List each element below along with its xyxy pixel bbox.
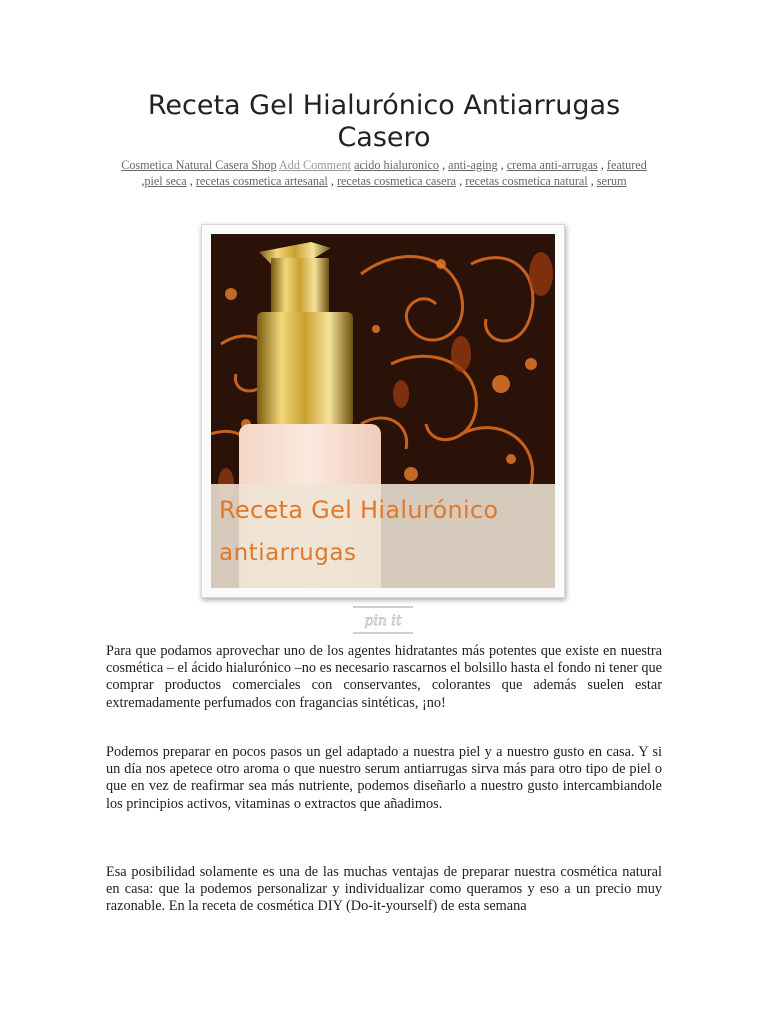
add-comment-link[interactable]: Add Comment bbox=[278, 158, 352, 172]
tag-link[interactable]: recetas cosmetica artesanal bbox=[195, 173, 328, 188]
pin-it-label: pin it bbox=[364, 613, 402, 629]
tag-link[interactable]: serum bbox=[596, 173, 627, 188]
tag-link[interactable]: anti-aging bbox=[448, 158, 498, 172]
photo-illustration bbox=[211, 234, 555, 588]
article-title: Receta Gel Hialurónico Antiarrugas Casero bbox=[147, 90, 621, 153]
tag-link[interactable]: recetas cosmetica natural bbox=[465, 173, 588, 188]
article-paragraph: Para que podamos aprovechar uno de los agentes hidratantes más potentes que existe en nuestra cosmética – el ácido hialurónico –no es necesario rascarnos el bolsillo hasta el fondo ni tener que comprar productos comerciales con conservantes, colorantes que además suelen estar extremadamente perfumados con fragancias sintéticas, ¡no! bbox=[106, 643, 662, 711]
article-meta: Cosmetica Natural Casera Shop Add Comment acido hialuronico , anti-aging , crema anti-arrugas , featured ,piel seca , recetas cosmetica artesanal , recetas cosmetica casera , recetas cosmetica natural , serum bbox=[121, 158, 647, 188]
article-paragraph: Podemos preparar en pocos pasos un gel adaptado a nuestra piel y a nuestro gusto en casa. Y si un día nos apetece otro aroma o que nuestro serum antiarrugas sirva más para otro tipo de piel o que en vez de reafirmar sea más nutriente, podemos diseñarlo a nuestro gusto intercambiandole los principios activos, vitaminas o extractos que añadimos. bbox=[106, 744, 662, 812]
article-image-frame bbox=[201, 224, 565, 598]
tag-link[interactable]: acido hialuronico bbox=[354, 158, 440, 172]
author-link[interactable]: Cosmetica Natural Casera Shop bbox=[121, 158, 277, 172]
tag-link[interactable]: featured bbox=[606, 158, 647, 172]
image-caption-title: Receta Gel Hialurónico bbox=[219, 496, 499, 524]
article-paragraph: Esa posibilidad solamente es una de las muchas ventajas de preparar nuestra cosmética natural en casa: que la podemos personalizar y individualizar como queramos y eso a un precio muy razonable. En la receta de cosmética DIY (Do-it-yourself) de esta semana bbox=[106, 864, 662, 915]
pin-it-button[interactable] bbox=[349, 604, 417, 638]
image-caption-subtitle: antiarrugas bbox=[219, 540, 357, 566]
tag-link[interactable]: crema anti-arrugas bbox=[506, 158, 598, 172]
tag-link[interactable]: piel seca bbox=[144, 173, 187, 188]
tag-link[interactable]: recetas cosmetica casera bbox=[336, 173, 457, 188]
serum-bottle-photo bbox=[211, 234, 555, 588]
